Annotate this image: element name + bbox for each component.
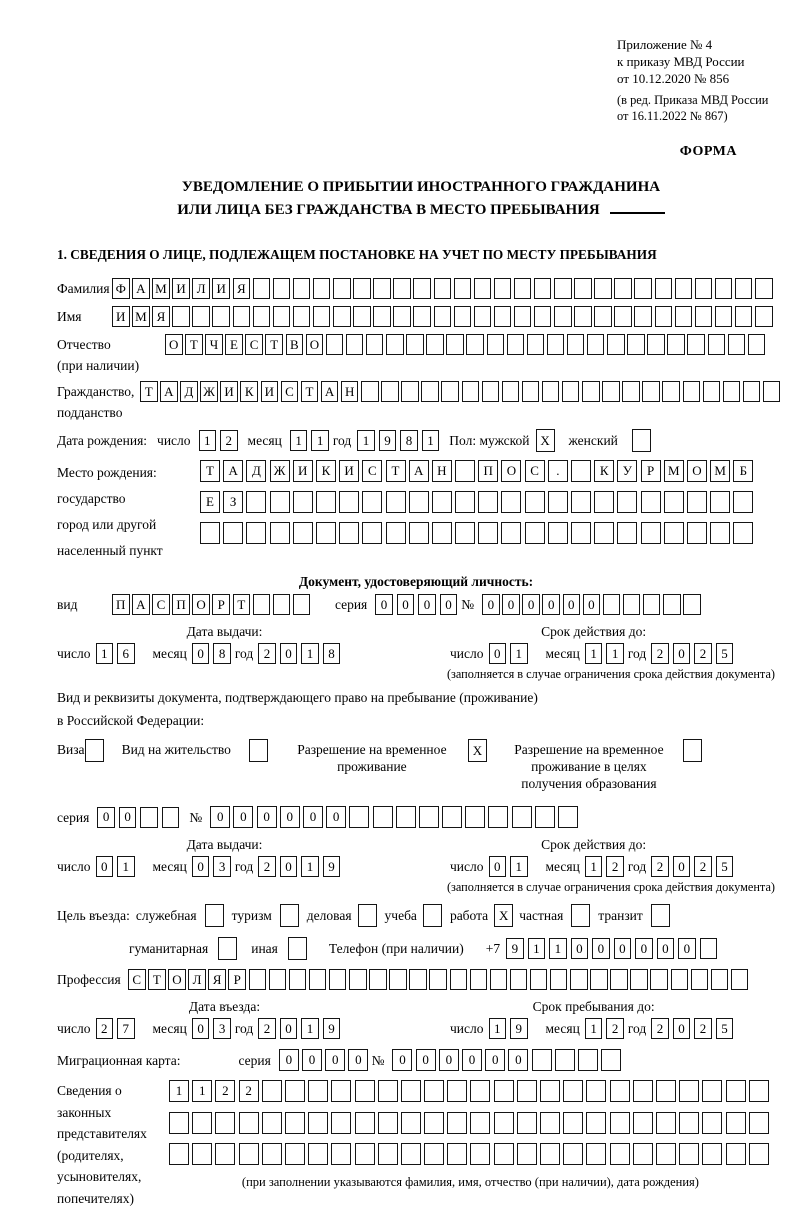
residence-valid-day: 0 1 (489, 856, 532, 877)
birth-place-labels: Место рождения: государство город или другой населенный пункт (57, 465, 163, 558)
stay-until-head: Срок пребывания до: (532, 999, 655, 1014)
phone-prefix: +7 (485, 941, 501, 956)
purpose-humanitarian-label: гуманитарная (129, 941, 209, 956)
title-blank-underline (610, 210, 665, 214)
migration-number-cells: 0 0 0 0 0 0 (392, 1049, 624, 1071)
visit-purpose-label: Цель въезда: (57, 908, 130, 923)
residence-valid-col (450, 837, 737, 877)
identity-series-label: серия (334, 597, 368, 612)
residence-valid-note: (заполняется в случае ограничения срока действия документа) (446, 880, 775, 894)
sex-female-label: женский (568, 433, 618, 448)
identity-number-cells: 0 0 0 0 0 0 (482, 594, 703, 615)
birth-day-label: число (157, 433, 191, 448)
birth-place-row-1: Т А Д Ж И К И С Т А Н П О С . К У Р М О М Б (200, 460, 757, 482)
purpose-business-checkbox (358, 904, 377, 927)
identity-valid-col (450, 624, 737, 664)
identity-kind-label: вид (57, 597, 78, 612)
identity-doc-dates (57, 624, 775, 664)
birth-month-label: месяц (247, 433, 282, 448)
residence-issue-col (57, 837, 392, 877)
identity-series-cells: 0 0 0 0 (375, 594, 461, 615)
firstname-label: Имя (57, 309, 82, 324)
identity-doc-heading: Документ, удостоверяющий личность: (298, 574, 534, 589)
visit-purpose-row-1 (57, 904, 775, 927)
stay-day: 1 9 (489, 1018, 532, 1039)
profession-cells: С Т О Л Я Р (128, 969, 751, 990)
residence-dates (57, 837, 775, 877)
residence-valid-daterow: число 0 1 месяц 1 2 год 2 0 2 5 (450, 856, 737, 877)
temp-residence-checkbox: X (468, 739, 487, 762)
residence-issue-daterow: число 0 1 месяц 0 3 год 2 0 1 9 (57, 856, 392, 877)
residence-issue-month: 0 3 (192, 856, 235, 877)
birth-date-label: Дата рождения: (57, 433, 148, 448)
patronymic-cells: О Т Ч Е С Т В О (165, 334, 768, 355)
appendix-line-3: от 10.12.2020 № 856 (617, 71, 730, 86)
forma-label: ФОРМА (679, 144, 737, 159)
purpose-transit-checkbox (651, 904, 670, 927)
residence-issue-year: 2 0 1 9 (258, 856, 344, 877)
identity-valid-daterow: число 0 1 месяц 1 1 год 2 0 2 5 (450, 643, 737, 664)
birth-month-cells: 1 1 (290, 430, 333, 451)
identity-issue-month: 0 8 (192, 643, 235, 664)
form-body (57, 278, 775, 1209)
birth-place-block (57, 460, 775, 564)
entry-daterow: число 2 7 месяц 0 3 год 2 0 1 9 (57, 1018, 392, 1039)
section1-heading: 1. СВЕДЕНИЯ О ЛИЦЕ, ПОДЛЕЖАЩЕМ ПОСТАНОВКЕ НА УЧЕТ ПО МЕСТУ ПРЕБЫВАНИЯ (57, 247, 657, 262)
birth-place-row-3 (200, 522, 757, 544)
surname-cells: Ф А М И Л И Я (112, 278, 775, 299)
stay-daterow: число 1 9 месяц 1 2 год 2 0 2 5 (450, 1018, 737, 1039)
appendix-line-2: к приказу МВД России (617, 54, 745, 69)
residence-intro-1: Вид и реквизиты документа, подтверждающего право на пребывание (проживание) (57, 690, 538, 705)
residence-permit-checkbox (249, 739, 268, 762)
residence-series-cells: 0 0 (97, 807, 183, 828)
residence-valid-head: Срок действия до: (541, 837, 647, 852)
form-title (67, 176, 775, 221)
purpose-study-checkbox (423, 904, 442, 927)
patronymic-label: Отчество (при наличии) (57, 337, 140, 373)
phone-cells: 9 1 1 0 0 0 0 0 0 (506, 938, 721, 959)
residence-intro-2: в Российской Федерации: (57, 713, 205, 728)
appendix-block (617, 36, 775, 124)
citizenship-label: Гражданство, подданство (57, 384, 135, 420)
citizenship-cells: Т А Д Ж И К И С Т А Н (140, 381, 783, 402)
residence-valid-month: 1 2 (585, 856, 628, 877)
sex-male-label: Пол: мужской (449, 433, 530, 448)
purpose-tourism-label: туризм (231, 908, 272, 923)
surname-label: Фамилия (57, 281, 110, 296)
purpose-work-checkbox: X (494, 904, 513, 927)
entry-year: 2 0 1 9 (258, 1018, 344, 1039)
identity-issue-head: Дата выдачи: (186, 624, 263, 639)
representatives-row-3 (169, 1143, 772, 1165)
entry-day: 2 7 (96, 1018, 139, 1039)
representatives-labels: Сведения о законных представителях (родителях, усыновителях, попечителях) (57, 1083, 147, 1206)
firstname-cells: И М Я (112, 306, 775, 327)
identity-valid-day: 0 1 (489, 643, 532, 664)
stay-until-col (450, 999, 737, 1039)
representatives-cells (169, 1080, 772, 1190)
purpose-business-label: деловая (306, 908, 352, 923)
residence-series-row (57, 806, 775, 828)
stay-year: 2 0 2 5 (651, 1018, 737, 1039)
representatives-note: (при заполнении указываются фамилия, имя, отчество (при наличии), дата рождения) (241, 1174, 699, 1189)
representatives-row-1: 1 1 2 2 (169, 1080, 772, 1102)
patronymic-row (57, 334, 775, 376)
purpose-humanitarian-checkbox (218, 937, 237, 960)
representatives-row-2 (169, 1112, 772, 1134)
visa-checkbox (85, 739, 104, 762)
entry-date-col (57, 999, 392, 1039)
visit-purpose-row-2 (57, 937, 775, 960)
birth-place-cells-rows (200, 460, 757, 544)
identity-valid-year: 2 0 2 5 (651, 643, 737, 664)
entry-date-head: Дата въезда: (188, 999, 261, 1014)
migration-number-label: № (371, 1052, 385, 1068)
migration-card-label: Миграционная карта: (57, 1052, 181, 1068)
residence-valid-year: 2 0 2 5 (651, 856, 737, 877)
sex-female-checkbox (632, 429, 651, 452)
appendix-line-1: Приложение № 4 (617, 37, 713, 52)
temp-residence-edu-label: Разрешение на временное проживание в целях получения образования (514, 742, 664, 791)
migration-card-row (57, 1049, 775, 1071)
purpose-private-checkbox (571, 904, 590, 927)
purpose-official-checkbox (205, 904, 224, 927)
firstname-row (57, 306, 775, 327)
surname-row (57, 278, 775, 299)
identity-valid-month: 1 1 (585, 643, 628, 664)
birth-year-label: год (332, 433, 352, 448)
citizenship-sublabel: подданство (57, 405, 123, 420)
birth-date-row (57, 429, 775, 452)
residence-number-label: № (189, 809, 203, 825)
residence-options-row (57, 739, 775, 792)
identity-valid-head: Срок действия до: (541, 624, 647, 639)
residence-permit-label: Вид на жительство (121, 742, 231, 757)
identity-issue-year: 2 0 1 8 (258, 643, 344, 664)
purpose-tourism-checkbox (280, 904, 299, 927)
purpose-transit-label: транзит (598, 908, 643, 923)
migration-series-label: серия (238, 1052, 271, 1068)
temp-residence-label: Разрешение на временное проживание (297, 742, 447, 774)
identity-valid-note: (заполняется в случае ограничения срока действия документа) (446, 667, 775, 681)
purpose-study-label: учеба (384, 908, 417, 923)
migration-series-cells: 0 0 0 0 (279, 1049, 372, 1071)
purpose-work-label: работа (449, 908, 489, 923)
birth-day-cells: 1 2 (199, 430, 242, 451)
representatives-block (57, 1080, 775, 1209)
stay-month: 1 2 (585, 1018, 628, 1039)
residence-series-label: серия (57, 809, 90, 825)
purpose-private-label: частная (519, 908, 564, 923)
identity-doc-row (57, 594, 775, 615)
purpose-other-label: иная (251, 941, 278, 956)
form-title-line-1: УВЕДОМЛЕНИЕ О ПРИБЫТИИ ИНОСТРАННОГО ГРАЖДАНИНА (181, 179, 661, 195)
identity-issue-col (57, 624, 392, 664)
profession-label: Профессия (57, 972, 121, 987)
purpose-other-checkbox (288, 937, 307, 960)
identity-issue-day: 1 6 (96, 643, 139, 664)
entry-dates (57, 999, 775, 1039)
edition-line-2: от 16.11.2022 № 867) (617, 109, 728, 123)
patronymic-sublabel: (при наличии) (57, 358, 140, 373)
identity-kind-cells: П А С П О Р Т (112, 594, 313, 615)
phone-label: Телефон (при наличии) (328, 941, 464, 956)
edition-line-1: (в ред. Приказа МВД России (617, 93, 769, 107)
identity-issue-daterow: число 1 6 месяц 0 8 год 2 0 1 8 (57, 643, 392, 664)
entry-month: 0 3 (192, 1018, 235, 1039)
purpose-official-label: служебная (135, 908, 197, 923)
identity-number-label: № (461, 597, 475, 612)
profession-row (57, 969, 775, 990)
citizenship-row (57, 381, 775, 423)
residence-issue-day: 0 1 (96, 856, 139, 877)
temp-residence-edu-checkbox (683, 739, 702, 762)
form-title-line-2: ИЛИ ЛИЦА БЕЗ ГРАЖДАНСТВА В МЕСТО ПРЕБЫВАНИЯ (67, 199, 775, 222)
residence-number-cells: 0 0 0 0 0 0 (210, 806, 581, 828)
residence-issue-head: Дата выдачи: (186, 837, 263, 852)
visa-label: Виза (57, 742, 85, 757)
birth-place-row-2: Е З (200, 491, 757, 513)
sex-male-checkbox: X (536, 429, 555, 452)
birth-year-cells: 1 9 8 1 (357, 430, 443, 451)
